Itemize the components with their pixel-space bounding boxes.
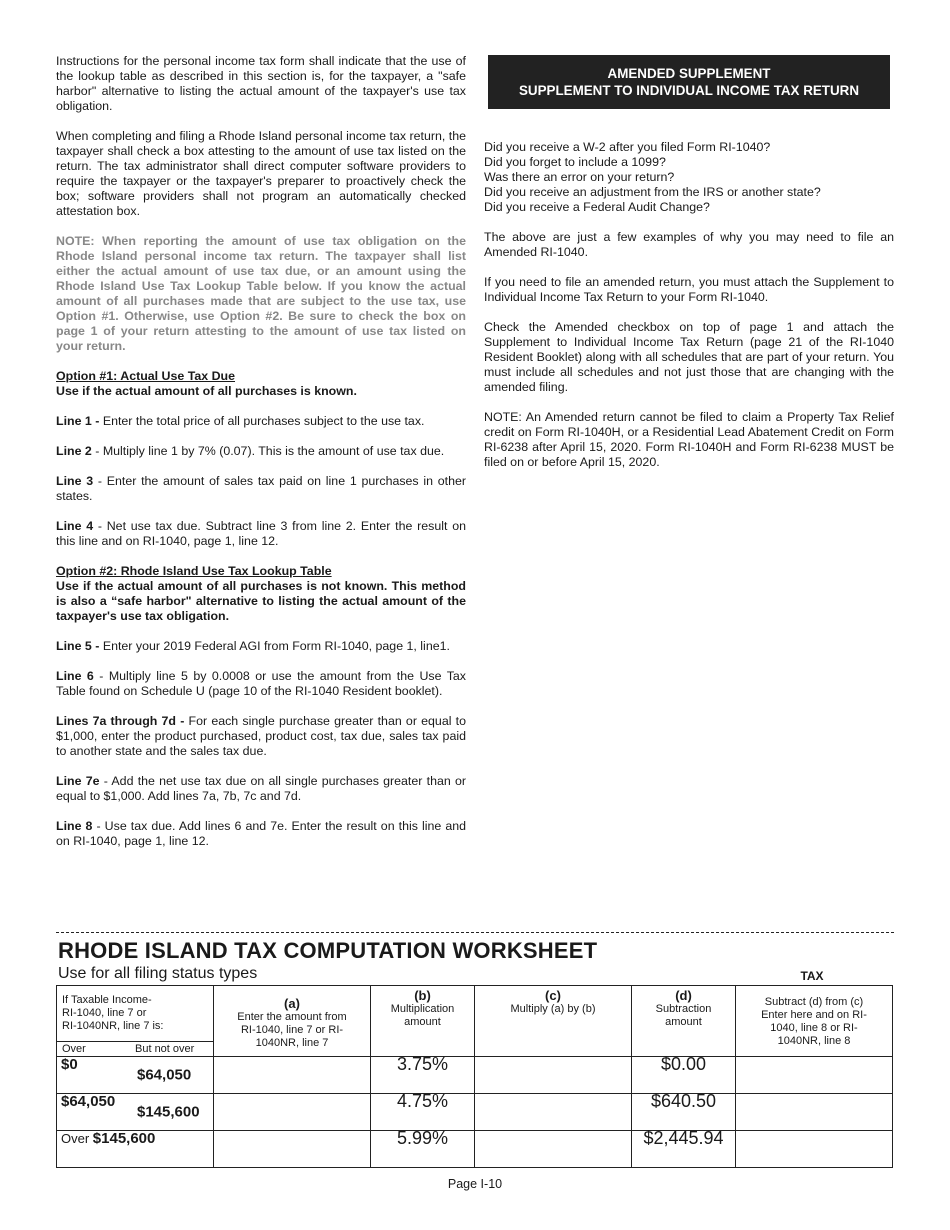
attestation-paragraph: When completing and filing a Rhode Island personal income tax return, the taxpayer shall check a box attesting to the amount of use tax listed on the return. The tax administrator shall direct computer software providers to require the taxpayer or the taxpayer's preparer to proactively check the box; software providers shall not program an automatically checked attestation box.	[56, 129, 466, 218]
amount-cell[interactable]	[214, 1131, 371, 1168]
amended-checkbox-paragraph: Check the Amended checkbox on top of page 1 and attach the Supplement to Individual Income Tax Return (page 21 of the RI-1040 Resident Booklet) along with all schedules that are part of your return. You must include all schedules and not just those that are changing with the amended filing.	[484, 320, 894, 394]
product-cell[interactable]	[475, 1057, 632, 1094]
subtraction-cell: $2,445.94	[632, 1131, 736, 1168]
option-1-subtitle: Use if the actual amount of all purchases is known.	[56, 384, 357, 398]
income-range	[57, 1131, 214, 1168]
option-2-subtitle: Use if the actual amount of all purchases is not known. This method is also a “safe harbor" alternative to listing the actual amount of the taxpayer's use tax obligation.	[56, 579, 466, 623]
rate-cell: 5.99%	[371, 1131, 475, 1168]
but-not-over-value: $64,050	[137, 1066, 192, 1084]
list-item: Did you receive a Federal Audit Change?	[484, 200, 710, 214]
column-desc: Multiplication amount	[390, 1003, 455, 1028]
list-item: Was there an error on your return?	[484, 170, 675, 184]
over-value: $145,600	[92, 1130, 156, 1147]
line-7a-7d-instruction	[56, 714, 466, 759]
over-value: $64,050	[61, 1093, 116, 1110]
column-desc: Subtract (d) from (c) Enter here and on RI-1040, line 8 or RI-1040NR, line 8	[761, 996, 867, 1047]
list-item: Did you receive a W-2 after you filed Form RI-1040?	[484, 140, 771, 154]
banner-subtitle: SUPPLEMENT TO INDIVIDUAL INCOME TAX RETURN	[519, 83, 859, 98]
list-item: Did you forget to include a 1099?	[484, 155, 666, 169]
column-c-header	[475, 986, 632, 1057]
column-b-header	[371, 986, 475, 1057]
product-cell[interactable]	[475, 1131, 632, 1168]
line-text: For each single purchase greater than or equal to $1,000, enter the product purchased, product cost, tax due, sales tax paid to another state and the sales tax due.	[56, 714, 467, 758]
worksheet-title: RHODE ISLAND TAX COMPUTATION WORKSHEET	[58, 938, 598, 963]
line-label: Line 2	[56, 444, 92, 458]
tax-cell[interactable]	[736, 1094, 893, 1131]
line-label: Line 1 -	[56, 414, 100, 428]
table-row	[57, 1094, 893, 1131]
amended-questions-list	[484, 140, 894, 215]
line-label: Line 8	[56, 819, 93, 833]
option-2-title: Option #2: Rhode Island Use Tax Lookup Table	[56, 564, 332, 578]
subtraction-cell: $0.00	[632, 1057, 736, 1094]
amended-note-paragraph: NOTE: An Amended return cannot be filed to claim a Property Tax Relief credit on Form RI-1040H, or a Residential Lead Abatement Credit on Form RI-6238 after April 15, 2020. Form RI-1040H and Form RI-6238 MUST be filed on or before April 15, 2020.	[484, 410, 894, 469]
table-row	[57, 1057, 893, 1094]
amount-cell[interactable]	[214, 1094, 371, 1131]
option-2-section	[56, 564, 466, 849]
column-desc: Enter the amount from RI-1040, line 7 or RI-1040NR, line 7	[237, 1011, 347, 1049]
line-5-instruction	[56, 639, 466, 654]
column-letter: (b)	[414, 988, 431, 1003]
use-tax-note: NOTE: When reporting the amount of use tax obligation on the Rhode Island personal income tax return. The taxpayer shall list either the actual amount of use tax due, or an amount using the Rhode Island Use Tax Lookup Table below. If you know the actual amount of all purchases made that are subject to the use tax, use Option #1. Otherwise, use Option #2. Be sure to check the box on page 1 of your return attesting to the amount of use tax listed on your return.	[56, 234, 466, 353]
line-text: - Net use tax due. Subtract line 3 from line 2. Enter the result on this line and on RI-1040, page 1, line 12.	[56, 519, 466, 548]
line-6-instruction	[56, 669, 466, 699]
column-a-header	[214, 986, 371, 1057]
rate-cell: 4.75%	[371, 1094, 475, 1131]
over-value: $0	[61, 1056, 78, 1073]
amount-cell[interactable]	[214, 1057, 371, 1094]
column-d-header	[632, 986, 736, 1057]
line-text: - Multiply line 5 by 0.0008 or use the amount from the Use Tax Table found on Schedule U (page 10 of the RI-1040 Resident booklet).	[56, 669, 466, 698]
over-prefix: Over	[61, 1131, 93, 1146]
right-column	[484, 54, 894, 485]
banner-title: AMENDED SUPPLEMENT	[607, 66, 771, 81]
income-range	[57, 1057, 214, 1094]
line-label: Line 3	[56, 474, 94, 488]
left-column	[56, 54, 466, 864]
line-4-instruction	[56, 519, 466, 549]
tax-column-label: TAX	[800, 969, 824, 983]
but-not-over-value: $145,600	[137, 1103, 200, 1121]
line-7e-instruction	[56, 774, 466, 804]
option-1-section	[56, 369, 466, 549]
line-label: Line 7e	[56, 774, 100, 788]
line-1-instruction	[56, 414, 466, 429]
tax-cell[interactable]	[736, 1057, 893, 1094]
table-header-row	[57, 986, 893, 1057]
line-8-instruction	[56, 819, 466, 849]
line-label: Lines 7a through 7d -	[56, 714, 185, 728]
line-text: Enter the total price of all purchases subject to the use tax.	[99, 414, 425, 428]
line-3-instruction	[56, 474, 466, 504]
line-text: - Enter the amount of sales tax paid on line 1 purchases in other states.	[56, 474, 466, 503]
option-1-title: Option #1: Actual Use Tax Due	[56, 369, 236, 383]
tax-cell[interactable]	[736, 1131, 893, 1168]
column-letter: (a)	[284, 996, 300, 1011]
line-label: Line 6	[56, 669, 94, 683]
taxable-income-label: If Taxable Income- RI-1040, line 7 or RI-1040NR, line 7 is:	[62, 994, 164, 1032]
over-label: Over	[62, 1043, 86, 1055]
safe-harbor-paragraph: Instructions for the personal income tax form shall indicate that the use of the lookup table as described in this section is, for the taxpayer, a "safe harbor" alternative to listing the actual amount of the taxpayer's use tax obligation.	[56, 54, 466, 113]
line-text: - Add the net use tax due on all single purchases greater than or equal to $1,000. Add lines 7a, 7b, 7c and 7d.	[56, 774, 466, 803]
amended-examples-paragraph: The above are just a few examples of why you may need to file an Amended RI-1040.	[484, 230, 894, 259]
tax-computation-table	[56, 985, 893, 1168]
table-row	[57, 1131, 893, 1168]
column-desc: Multiply (a) by (b)	[510, 1003, 596, 1015]
list-item: Did you receive an adjustment from the IRS or another state?	[484, 185, 821, 199]
amended-supplement-banner	[488, 55, 890, 109]
attach-supplement-paragraph: If you need to file an amended return, you must attach the Supplement to Individual Income Tax Return to your Form RI-1040.	[484, 275, 894, 304]
subtraction-cell: $640.50	[632, 1094, 736, 1131]
line-label: Line 5 -	[56, 639, 100, 653]
line-text: - Use tax due. Add lines 6 and 7e. Enter the result on this line and on RI-1040, page 1, line 12.	[56, 819, 467, 848]
range-subheader	[57, 1041, 213, 1056]
column-letter: (d)	[675, 988, 692, 1003]
cut-line-divider	[56, 932, 894, 933]
line-text: - Multiply line 1 by 7% (0.07). This is the amount of use tax due.	[91, 444, 445, 458]
line-label: Line 4	[56, 519, 94, 533]
taxable-income-header	[57, 986, 214, 1057]
product-cell[interactable]	[475, 1094, 632, 1131]
tax-column-header	[736, 986, 893, 1057]
income-range	[57, 1094, 214, 1131]
but-not-over-label: But not over	[135, 1043, 195, 1055]
line-2-instruction	[56, 444, 466, 459]
column-letter: (c)	[545, 988, 561, 1003]
page-number: Page I-10	[447, 1177, 503, 1191]
worksheet-subtitle: Use for all filing status types	[58, 965, 258, 982]
column-desc: Subtraction amount	[655, 1003, 712, 1028]
line-text: Enter your 2019 Federal AGI from Form RI-1040, page 1, line1.	[99, 639, 450, 653]
rate-cell: 3.75%	[371, 1057, 475, 1094]
